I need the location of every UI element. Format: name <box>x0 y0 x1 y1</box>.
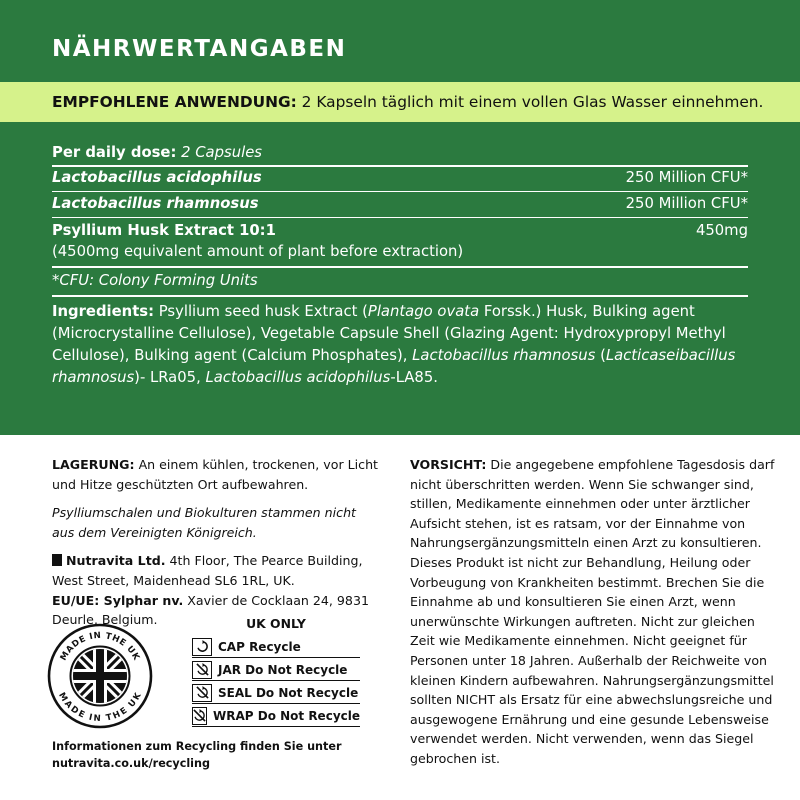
factory-icon <box>52 554 62 566</box>
ingredients-part: Plantago ovata <box>367 303 480 320</box>
recycle-arrow-icon <box>192 638 212 656</box>
ingredients-part: Psyllium seed husk Extract ( <box>154 303 368 320</box>
dose-row <box>52 142 748 164</box>
ingredients-part: Lactobacillus rhamnosus <box>412 347 596 364</box>
recycling-item <box>192 704 360 727</box>
usage-instructions: 2 Kapseln täglich mit einem vollen Glas Wasser einnehmen. <box>296 93 764 111</box>
origin-note: Psylliumschalen und Biokulturen stammen nicht aus dem Vereinigten Königreich. <box>52 505 356 540</box>
ingredients-text <box>52 301 742 389</box>
recycling-item-label: JAR Do Not Recycle <box>218 662 348 677</box>
ingredients-part: ( <box>595 347 606 364</box>
badge-top-text: MADE IN THE UK <box>58 630 142 663</box>
usage-label: EMPFOHLENE ANWENDUNG: <box>52 93 297 111</box>
nutrient-amount: 250 Million CFU* <box>625 169 748 186</box>
recycling-item-label: SEAL Do Not Recycle <box>218 685 359 700</box>
recycle-cross-icon <box>192 684 212 702</box>
ingredients-part: Lacticaseibacillus rhamnosus <box>52 347 736 386</box>
divider <box>52 217 748 218</box>
recycle-cross-icon <box>192 707 207 725</box>
caution-label: VORSICHT: <box>410 457 487 472</box>
divider <box>52 295 748 297</box>
nutrition-panel <box>0 122 800 435</box>
caution-text <box>410 455 780 769</box>
nutrient-row <box>52 220 748 242</box>
badge-bottom-text: MADE IN THE UK <box>56 690 144 725</box>
nutrient-note-row <box>52 241 748 263</box>
dose-label: Per daily dose: <box>52 144 177 161</box>
nutrient-note: (4500mg equivalent amount of plant before extraction) <box>52 243 464 260</box>
eu-address: Xavier de Cocklaan 24, 9831 Deurle, Belgium. <box>52 592 369 628</box>
recycling-item <box>192 658 360 681</box>
divider <box>192 726 360 727</box>
ingredients-part: Forssk.) Husk, Bulking agent (Microcrystalline Cellulose), Vegetable Capsule Shell (Glazing Agent: Hydroxypropyl Methyl Cellulose), Bulking agent (Calcium Phosphates), <box>52 303 726 364</box>
ingredients-label: Ingredients: <box>52 303 154 320</box>
ingredients-part: -LA85. <box>390 369 438 386</box>
dose-value: 2 Capsules <box>181 144 263 161</box>
usage-bar <box>0 82 800 122</box>
company-name: Nutravita Ltd. <box>66 553 166 569</box>
union-jack-icon <box>66 642 134 710</box>
nutrient-amount: 250 Million CFU* <box>625 195 748 212</box>
nutrient-amount: 450mg <box>695 222 748 239</box>
nutrient-row <box>52 167 748 189</box>
storage-text <box>52 455 382 494</box>
recycle-cross-icon <box>192 661 212 679</box>
header-bar <box>0 0 800 82</box>
usage-text <box>52 92 763 112</box>
recycling-item <box>192 635 360 658</box>
storage-instructions: An einem kühlen, trockenen, vor Licht und Hitze geschützten Ort aufbewahren. <box>52 457 378 492</box>
cfu-row <box>52 270 748 292</box>
recycling-item-label: WRAP Do Not Recycle <box>213 708 360 723</box>
divider <box>52 191 748 192</box>
recycling-title: UK ONLY <box>246 616 306 631</box>
nutrient-name: Lactobacillus rhamnosus <box>52 195 259 212</box>
recycling-item-label: CAP Recycle <box>218 639 301 654</box>
recycling-panel <box>192 615 360 727</box>
ingredients-part: Lactobacillus acidophilus <box>205 369 391 386</box>
nutrient-row <box>52 193 748 215</box>
ingredients-part: )- LRa05, <box>134 369 206 386</box>
company-address: 4th Floor, The Pearce Building, West Street, Maidenhead SL6 1RL, UK. <box>52 553 363 588</box>
left-column <box>52 455 382 630</box>
made-in-uk-badge <box>46 622 154 730</box>
divider <box>52 266 748 268</box>
nutrient-name: Psyllium Husk Extract 10:1 <box>52 222 276 239</box>
page-title: NÄHRWERTANGABEN <box>52 36 347 62</box>
cfu-note: *CFU: Colony Forming Units <box>52 272 258 289</box>
eu-label: EU/UE: Sylphar nv. <box>52 592 184 608</box>
caution-body: Die angegebene empfohlene Tagesdosis darf nicht überschritten werden. Wenn Sie schwanger sind, stillen, Medikamente einnehmen oder unter ärztlicher Aufsicht stehen, ist es ratsam, vor der Einnahme von Nahrungsergänzungsmitteln einen Arzt zu konsultieren. Dieses Produkt ist nicht zur Behandlung, Heilung oder Vorbeugung von Krankheiten bestimmt. Brechen Sie die Einnahme ab und konsultieren Sie einen Arzt, wenn unerwünschte Wirkungen auftreten. Nicht zur gleichen Zeit wie Medikamente einnehmen. Nicht geeignet für Personen unter 18 Jahren. Außerhalb der Reichweite von kleinen Kindern aufbewahren. Nahrungsergänzungsmittel sollten NICHT als Ersatz für eine abwechslungsreiche und ausgewogene Ernährung und eine gesunde Lebensweise verwendet werden. Nicht verwenden, wenn das Siegel gebrochen ist. <box>410 457 775 766</box>
caution-column <box>410 455 780 769</box>
recycling-info: Informationen zum Recycling finden Sie unter nutravita.co.uk/recycling <box>52 740 342 770</box>
recycling-item <box>192 681 360 704</box>
storage-label: LAGERUNG: <box>52 457 135 472</box>
nutrient-name: Lactobacillus acidophilus <box>52 169 262 186</box>
